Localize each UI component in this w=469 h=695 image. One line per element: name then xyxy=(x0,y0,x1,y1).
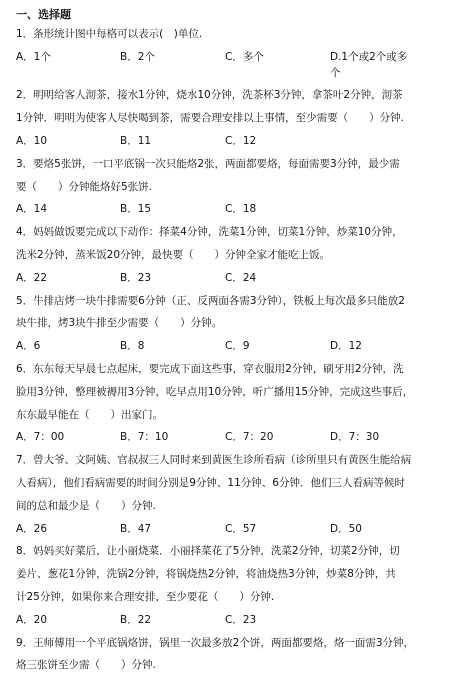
answer-option-c[interactable]: C．7：20 xyxy=(225,431,274,444)
question-text-line: 1分钟．明明为使客人尽快喝到茶，需要合理安排以上事情，至少需要（ ）分钟. xyxy=(16,112,405,125)
question-text-line: 块牛排，烤3块牛排至少需要（ ）分钟。 xyxy=(16,317,223,330)
answer-option-a[interactable]: A．6 xyxy=(16,340,41,353)
answer-option-a[interactable]: A．7：00 xyxy=(16,431,65,444)
answer-option-b[interactable]: B．8 xyxy=(120,340,145,353)
answer-option-d[interactable]: D.1个或2个或多 xyxy=(330,50,408,63)
question-text-line: 计25分钟，如果你来合理安排，至少要花（ ）分钟. xyxy=(16,591,275,603)
answer-option-d-continued: 个 xyxy=(330,66,341,79)
answer-option-b[interactable]: B．15 xyxy=(120,203,152,216)
question-text-line: 要（ ）分钟能烙好5张饼. xyxy=(16,180,153,193)
question-text-line: 3．要烙5张饼，一口平底锅一次只能烙2张，两面都要烙，每面需要3分钟，最少需 xyxy=(16,157,400,170)
answer-option-a[interactable]: A．1个 xyxy=(16,50,51,63)
question-text-line: 东东最早能在（ ）出家门。 xyxy=(16,408,163,421)
question-text-line: 4．妈妈做饭要完成以下动作：择菜4分钟，洗菜1分钟，切菜1分钟，炒菜10分钟， xyxy=(16,226,403,239)
answer-option-c[interactable]: C．23 xyxy=(225,613,257,626)
answer-option-b[interactable]: B．22 xyxy=(120,613,152,626)
answer-option-d[interactable]: D．7：30 xyxy=(330,431,380,444)
section-title: 一、选择题 xyxy=(16,8,71,21)
answer-option-c[interactable]: C．9 xyxy=(225,340,250,353)
question-text-line: 7．曾大爷、文阿姨、官叔叔三人同时来到黄医生诊所看病（诊所里只有黄医生能给病 xyxy=(16,454,412,467)
answer-option-c[interactable]: C．18 xyxy=(225,203,257,216)
answer-option-d[interactable]: D．50 xyxy=(330,522,362,535)
question-text-line: 人看病），他们看病需要的时间分别是9分钟、11分钟、6分钟．他们三人看病等候时 xyxy=(16,477,405,489)
question-text-line: 1．条形统计图中每格可以表示( )单位. xyxy=(16,28,203,40)
answer-option-a[interactable]: A．22 xyxy=(16,271,48,284)
answer-option-c[interactable]: C．多个 xyxy=(225,50,264,63)
answer-option-d[interactable]: D．12 xyxy=(330,340,362,353)
question-text-line: 姜片、葱花1分钟，洗锅2分钟，将锅烧热2分钟，将油烧热3分钟，炒菜8分钟，共 xyxy=(16,568,396,581)
question-text-line: 洗米2分钟，蒸米饭20分钟，最快要（ ）分钟全家才能吃上饭。 xyxy=(16,249,331,261)
question-text-line: 烙三张饼至少需（ ）分钟. xyxy=(16,659,156,672)
answer-option-b[interactable]: B．11 xyxy=(120,135,152,147)
answer-option-c[interactable]: C．57 xyxy=(225,522,257,535)
question-text-line: 9．王师傅用一个平底锅烙饼，锅里一次最多放2个饼，两面都要烙，烙一面需3分钟， xyxy=(16,636,415,649)
answer-option-a[interactable]: A．10 xyxy=(16,135,48,147)
question-text-line: 脸用3分钟，整理被褥用3分钟，吃早点用10分钟，听广播用15分钟，完成这些事后， xyxy=(16,385,414,398)
answer-option-c[interactable]: C．24 xyxy=(225,271,257,284)
answer-option-a[interactable]: A．26 xyxy=(16,522,48,535)
answer-option-b[interactable]: B．23 xyxy=(120,271,152,284)
question-text-line: 5．牛排店烤一块牛排需要6分钟（正、反两面各需3分钟），铁板上每次最多只能放2 xyxy=(16,294,405,307)
answer-option-a[interactable]: A．20 xyxy=(16,613,48,626)
question-text-line: 6．东东每天早晨七点起床，要完成下面这些事，穿衣服用2分钟，刷牙用2分钟，洗 xyxy=(16,363,404,375)
answer-option-c[interactable]: C．12 xyxy=(225,135,257,147)
answer-option-b[interactable]: B．47 xyxy=(120,522,152,535)
question-text-line: 8．妈妈买好菜后，让小丽烧菜．小丽择菜花了5分钟，洗菜2分钟，切菜2分钟，切 xyxy=(16,545,400,558)
answer-option-b[interactable]: B．2个 xyxy=(120,50,155,63)
answer-option-a[interactable]: A．14 xyxy=(16,203,48,216)
question-text-line: 间的总和最少是（ ）分钟. xyxy=(16,499,156,512)
question-text-line: 2．明明给客人沏茶，接水1分钟，烧水10分钟，洗茶杯3分钟，拿茶叶2分钟，沏茶 xyxy=(16,89,403,102)
answer-option-b[interactable]: B．7：10 xyxy=(120,431,169,444)
